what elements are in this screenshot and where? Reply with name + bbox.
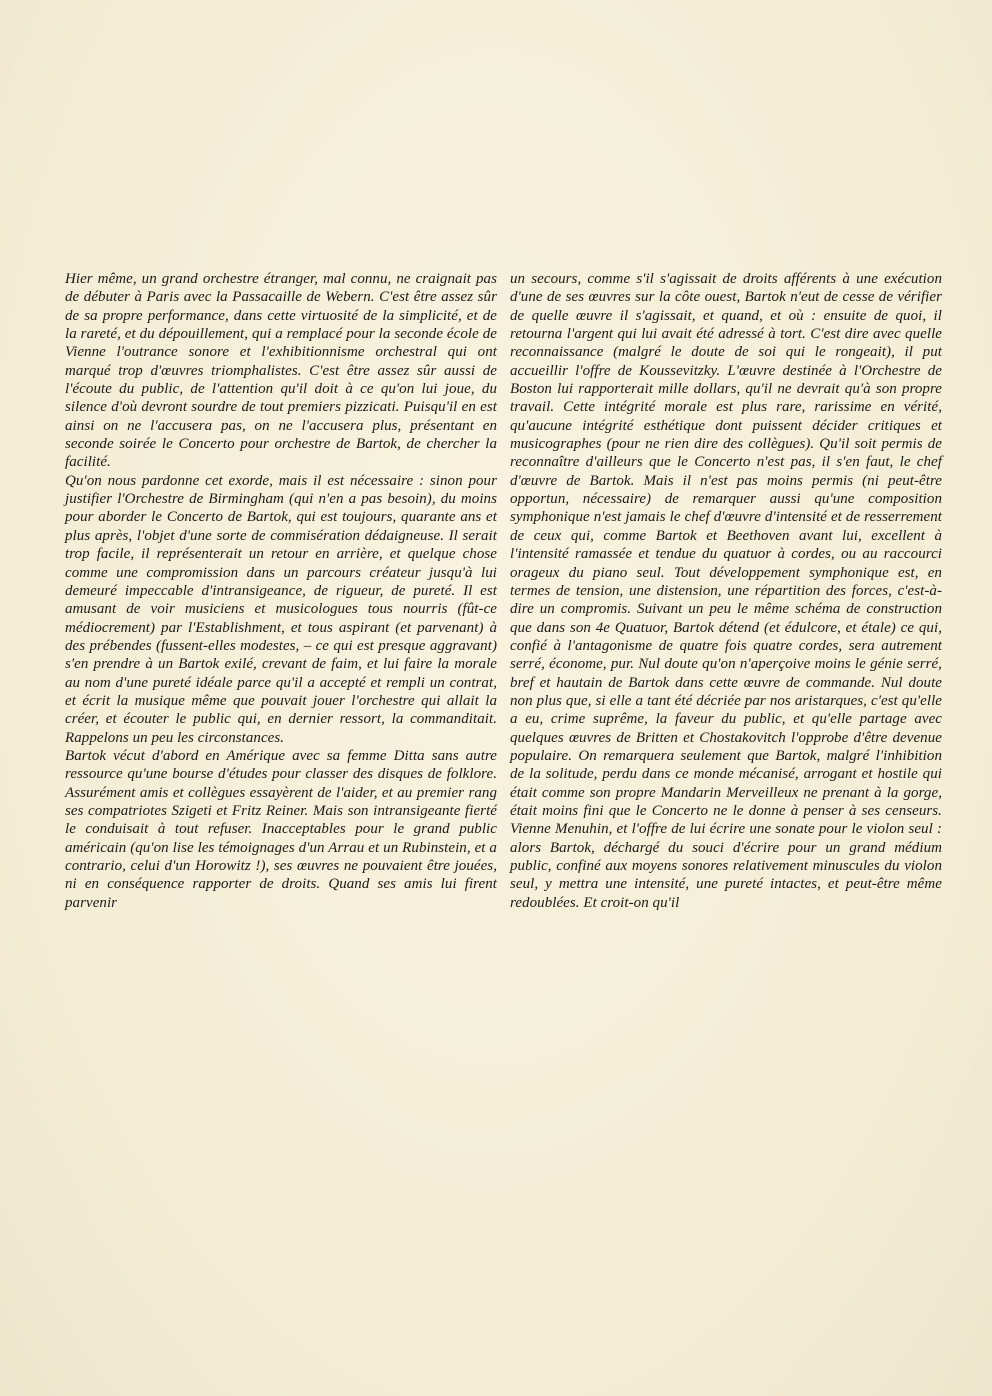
paragraph-secours: un secours, comme s'il s'agissait de droits afférents à une exécution d'une de ses œuvres sur la côte ouest, Bartok n'eut de cesse de vérifier de quelle œuvre il s'agissait, et quand, et où : ensuite de quoi, il retourna l'argent qui lui avait été adressé à tort. C'est dire avec quelle reconnaissance (malgré le doute de soi qui le rongeait), il put accueillir l'offre de Koussevitzky. L'œuvre destinée à l'Orchestre de Boston lui rapporterait mille dollars, qu'il ne devrait qu'à son propre travail. Cette intégrité morale est plus rare, rarissime en vérité, qu'aucune intégrité esthétique dont puissent décider critiques et musicographes (pour ne rien dire des collègues). Qu'il soit permis de reconnaître d'ailleurs que le Concerto n'est pas, il s'en faut, le chef d'œuvre de Bartok. Mais il n'est pas moins permis (ni peut-être opportun, nécessaire) de remarquer aussi qu'une composition symphonique n'est jamais le chef d'œuvre d'intensité et de resserrement de ceux qui, comme Bartok et Beethoven avant lui, excellent à l'intensité ramassée et tendue du quatuor à cordes, ou au raccourci orageux du piano seul. Tout développement symphonique est, en termes de tension, une distension, une répartition des forces, c'est-à-dire un compromis. Suivant un peu le même schéma de construction que dans son 4e Quatuor, Bartok détend (et édulcore, et étale) ce qui, confié à l'antagonisme de quatre fois quatre cordes, sera autrement serré, économe, pur. Nul doute qu'on n'aperçoive moins le génie serré, bref et hautain de Bartok dans cette œuvre de commande. Nul doute non plus que, si elle a tant été décriée par nos aristarques, c'est qu'elle a eu, crime suprême, la faveur du public, et qu'elle partage avec quelques œuvres de Britten et Chostakovitch l'opprobe d'être devenue populaire. On remarquera seulement que Bartok, malgré l'inhibition de la solitude, perdu dans ce monde mécanisé, arrogant et hostile qui était comme son propre Mandarin Merveilleux ne prenant à la gorge, était moins fini que le Concerto ne le donne à penser à ses censeurs. Vienne Menuhin, et l'offre de lui écrire une sonate pour le violon seul : alors Bartok, déchargé du souci d'écrire pour un grand médium public, confiné aux moyens sonores relativement minuscules du violon seul, y mettra une intensité, une pureté intactes, et peut-être même redoublées. Et croit-on qu'il <box>510 271 942 911</box>
paragraph-passacaille: Hier même, un grand orchestre étranger, mal connu, ne craignait pas de débuter à Paris avec la Passacaille de Webern. C'est être assez sûr de sa propre performance, dans cette virtuosité de la simplicité, et de la rareté, et du dépouillement, qui a remplacé pour la seconde école de Vienne l'outrance sonore et l'exhibitionnisme orchestral qui ont marqué trop d'œuvres triomphalistes. C'est être assez sûr aussi de l'écoute du public, de l'attention qu'il doit à ce qu'on lui joue, du silence d'où devront sourdre de tout premiers pizzicati. Puisqu'il en est ainsi on ne l'accusera pas, on ne l'accusera plus, présentant en seconde soirée le Concerto pour orchestre de Bartok, de chercher la facilité. <box>65 271 497 471</box>
right-text-column <box>510 270 942 912</box>
paragraph-amerique: Bartok vécut d'abord en Amérique avec sa femme Ditta sans autre ressource qu'une bourse d'études pour classer des disques de folklore. Assurément amis et collègues essayèrent de l'aider, et au premier rang ses compatriotes Szigeti et Fritz Reiner. Mais son intransigeante fierté le conduisait à tout refuser. Inacceptables pour le grand public américain (qu'on lise les témoignages d'un Arrau et un Rubinstein, et a contrario, celui d'un Horowitz !), ses œuvres ne pouvaient être jouées, ni en conséquence rapporter de droits. Quand ses amis lui firent parvenir <box>65 747 497 911</box>
paragraph-exorde: Qu'on nous pardonne cet exorde, mais il est nécessaire : sinon pour justifier l'Orchestre de Birmingham (qui n'en a pas besoin), du moins pour aborder le Concerto de Bartok, qui est toujours, quarante ans et plus après, l'objet d'une sorte de commisération dédaigneuse. Il serait trop facile, il représenterait un retour en arrière, et quelque chose comme une compromission dans un parcours créateur jusqu'à lui demeuré impeccable d'intransigeance, de rigueur, de pureté. Il est amusant de voir musiciens et musicologues tous nourris (fût-ce médiocrement) par l'Establishment, et tous aspirant (et parvenant) à des prébendes (fussent-elles modestes, – ce qui est presque aggravant) s'en prendre à un Bartok exilé, crevant de faim, et lui faire la morale au nom d'une pureté idéale parce qu'il a accepté et rempli un contrat, et écrit la musique même que pouvait jouer l'orchestre qui allait la créer, et écouter le public qui, en dernier ressort, la commanditait. Rappelons un peu les circonstances. <box>65 472 497 746</box>
left-text-column <box>65 270 497 912</box>
